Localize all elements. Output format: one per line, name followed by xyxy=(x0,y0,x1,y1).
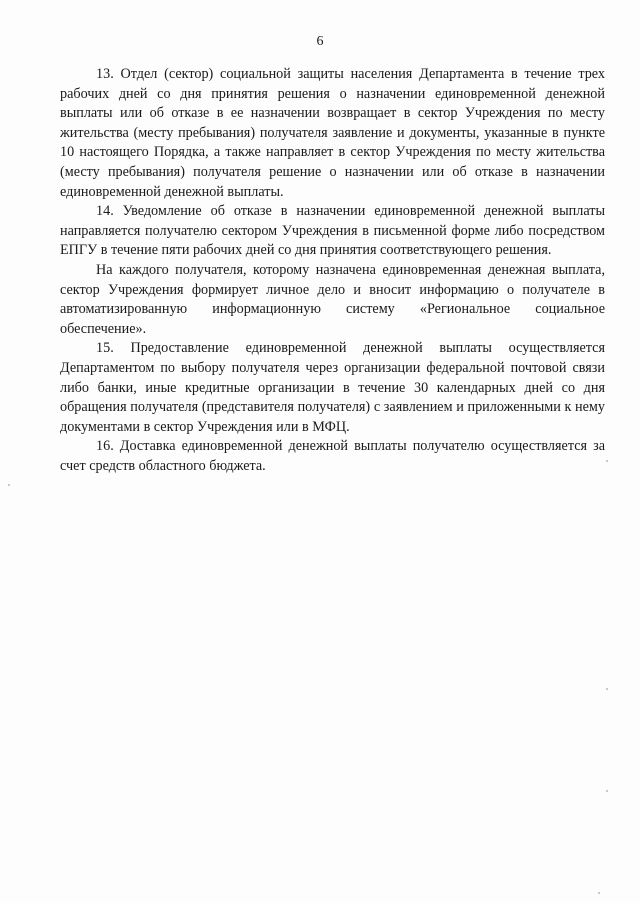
paragraph-16: 16. Доставка единовременной денежной выплаты получателю осуществляется за счет средств областного бюджета. xyxy=(60,438,605,474)
paragraph-personal-file: На каждого получателя, которому назначена единовременная денежная выплата, сектор Учреждения формирует личное дело и вносит информацию о получателе в автоматизированную информационную систему «Региональное социальное обеспечение». xyxy=(60,261,605,337)
document-body xyxy=(60,65,605,476)
scan-speck xyxy=(598,892,600,894)
scan-speck xyxy=(606,790,608,792)
scan-speck xyxy=(8,484,10,486)
scan-speck xyxy=(606,688,608,690)
page-number: 6 xyxy=(316,34,324,49)
paragraph-13: 13. Отдел (сектор) социальной защиты населения Департамента в течение трех рабочих дней со дня принятия решения о назначении единовременной денежной выплаты или об отказе в ее назначении возвращает в сектор Учреждения по месту жительства (месту пребывания) получателя заявление и документы, указанные в пункте 10 настоящего Порядка, а также направляет в сектор Учреждения по месту жительства (месту пребывания) получателя решение о назначении или об отказе в назначении единовременной денежной выплаты. xyxy=(60,66,605,200)
scan-speck xyxy=(606,460,608,462)
paragraph-15: 15. Предоставление единовременной денежной выплаты осуществляется Департаментом по выбору получателя через организации федеральной почтовой связи либо банки, иные кредитные организации в течение 30 календарных дней со дня обращения получателя (представителя получателя) с заявлением и приложенными к нему документами в сектор Учреждения или в МФЦ. xyxy=(60,340,605,435)
paragraph-14: 14. Уведомление об отказе в назначении единовременной денежной выплаты направляется получателю сектором Учреждения в письменной форме либо посредством ЕПГУ в течение пяти рабочих дней со дня принятия соответствующего решения. xyxy=(60,203,605,259)
